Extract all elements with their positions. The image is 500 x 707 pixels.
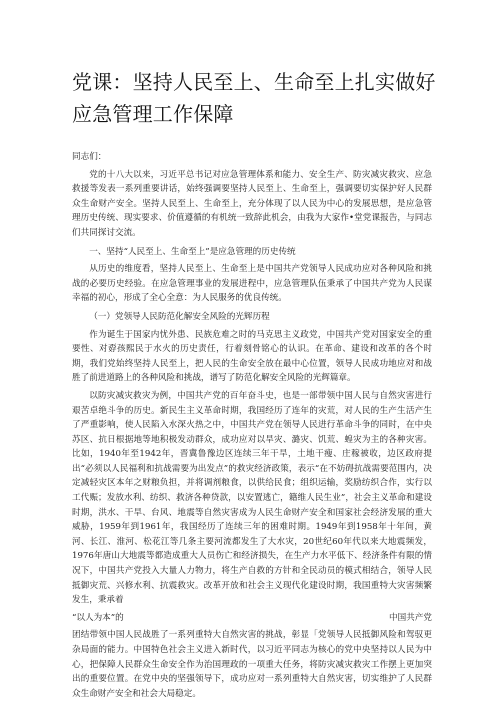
document-title: 党课：坚持人民至上、生命至上扎实做好应急管理工作保障 [72, 70, 436, 126]
salutation: 同志们： [72, 152, 107, 162]
paragraph-party-role: 作为诞生于国家内忧外患、民族危难之时的马克思主义政党，中国共产党对国家安全的重要性、对孬孩熙民于水火的历史责任，行着刻骨铭心的认识。在革命、建设和改革的各个时期，我们党始终坚持人民至上，把人民的生命安全放在最中心位置，领导人民成功地应对和战胜了前进道路上的各种风险和挑战，谱写了防范化解安全风险的光辉篇章。 [72, 329, 432, 384]
paragraph-intro: 党的十八大以来，习近平总书记对应急管理体系和能力、安全生产、防灾减灾救灾、应急救援等发表一系列重要讲话，始终强调要坚持人民至上、生命至上，强调要切实保护好人民群众生命财产安全。坚持人民至上、生命至上，充分体现了以人民为中心的发展思想，是应急管理历史传统、现实要求、价值遵循的有机统一致辞此机会，由我为大家作•堂党课报告，与同志们共同探讨交流。 [72, 169, 432, 238]
document-body [72, 150, 432, 704]
paragraph-history: 从历史的维度看，坚持人民至上、生命至上是中国共产党领导人民成功应对各种风险和挑战的必要历史经验。在应急管理事业的发展进程中，应急管理队伍秉承了中国共产党为人民谋幸福的初心，形成了全心全意：为人民服务的优良传统。 [72, 264, 432, 304]
quote-line-left: “以人为本”的 [72, 612, 124, 623]
quote-line [72, 611, 432, 626]
section-heading-1: 一、坚持“人民至上、生命至上”是应急管理的历史传统 [89, 246, 296, 257]
quote-line-right: 中国共产党 [389, 612, 432, 623]
subsection-heading-1: （一）党领导人民防范化解安全风险的光辉历程 [89, 311, 270, 322]
paragraph-conclusion: 团结带领中国人民战胜了一系列重特大自然灾害的挑战，彰显「党领导人民抵御风险和驾驭更杂局面的能力。中国特色社会主义进入新时代，以习近平同志为核心的党中央坚持以人民为中心，把保障人民群众生命安全作为治国理政的一项重大任务，将防灾减灾救灾工作摆上更加突出的重要位置。在党中央的坚强领导下，成功应对一系列重特大自然灾害，切实维护了人民群众生命财产安全和社会大局稳定。 [72, 630, 432, 699]
paragraph-disaster-history: 以防灾减灾救灾为例，中国共产党的百年奋斗史，也是一部带领中国人民与自然灾害进行艰苦卓绝斗争的历史。新民生主义革命时期，我国经历了连年的灾荒，对人民的生产生活产生了严重影响，使人民陷入水深火热之中，中国共产党在领导人民进行革命斗争的同时，在中央苏区、抗日根据地等地积极发动群众，成功应对以旱灾、潞灾、饥荒、蝗灾为主的各种灾害。比如，1940年至1942年，晋冀鲁豫边区连续三年干旱，土地干瘦、庄稼被收，边区政府提出“必须以人民福利和抗战需要为出发点”的救灾经济政策，表示“在不妨碍抗战需要范围内，决定减轻灾区本年之财粮负担，并将调剂粮食，以供给民食；组织运输，奖励纺织合作，实行以工代赈；发放水利、纺织、救济各种贷款，以安置逃亡，籍维人民生业”，社会主义革命和建设时期，洪水、干旱、台风、地震等自然灾害成为人民生命财产安全和国家社会经济发展的重大威胁，1959年到1961年，我国经历了连续三年的困难时期。1949年到1958年十年间，黄河、长江、淮河、松花江等几条主要河流都发生了大水灾，20世纪60年代以来大地震频发，1976年唐山大地震等都造成重大人员伤亡和经济损失，在生产力水平低下、经济条件有限的情况下，中国共产党投入大量人力物力，将生产自救的方针和全民动员的模式相结合，领导人民抵御灾荒、兴修水利、抗震救灾。改革开放和社会主义现代化建设时期，我国重特大灾害频繁发生，秉承着 [72, 390, 432, 606]
